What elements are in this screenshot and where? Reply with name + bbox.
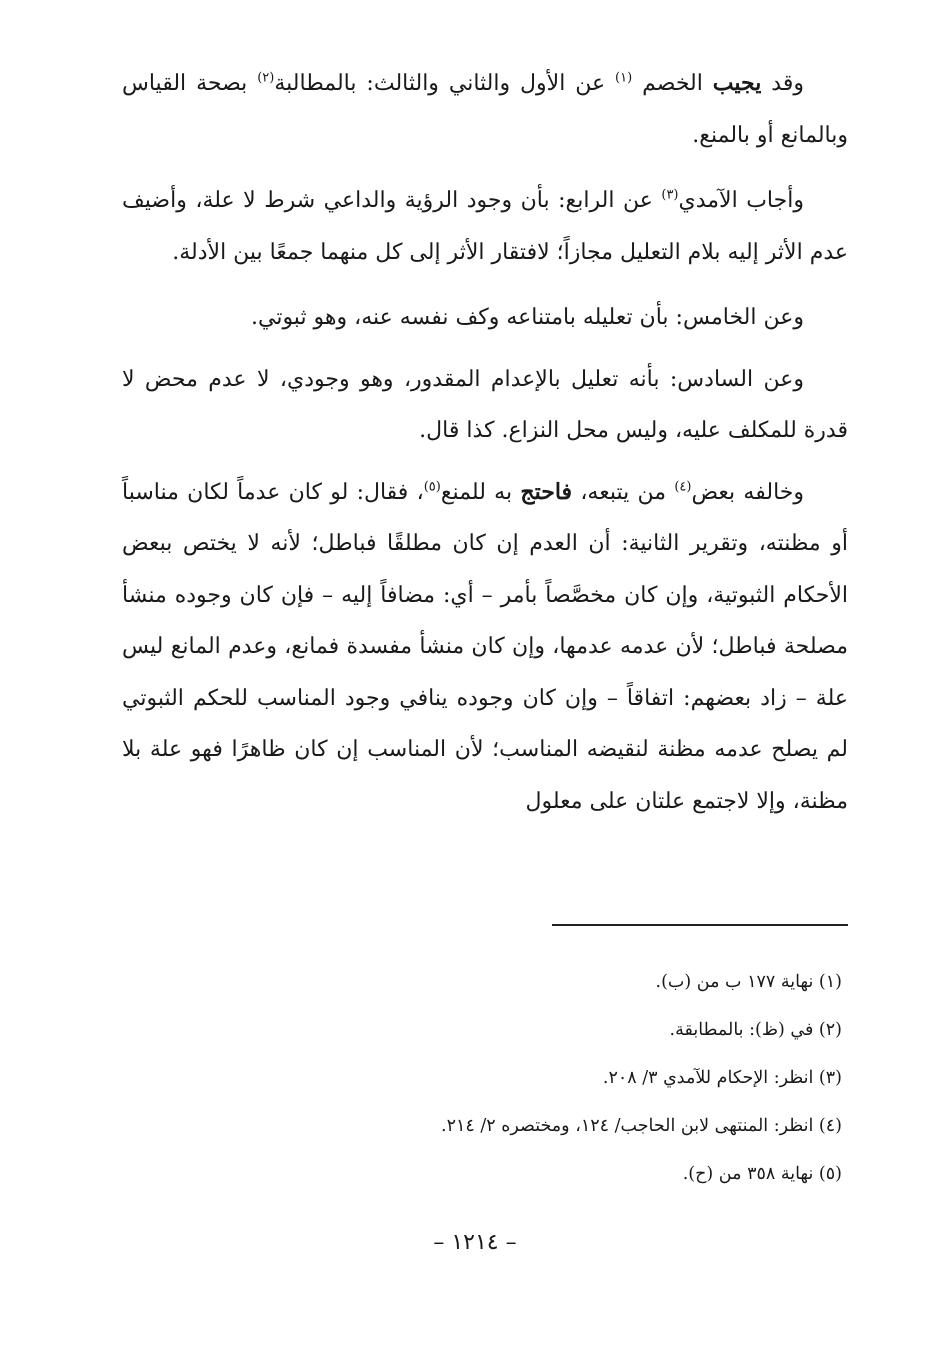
page-number: – ١٢١٤ –	[433, 1230, 517, 1255]
footnote: (٤) انظر: المنتهى لابن الحاجب/ ١٢٤، ومختصره ٢/ ٢١٤.	[441, 1116, 842, 1136]
text-run: من يتبعه،	[572, 479, 675, 505]
footnote-ref: (٤)	[674, 479, 692, 495]
bold-term: فاحتج	[520, 478, 573, 505]
text-run: وقد	[761, 71, 804, 96]
footnote-ref: (٣)	[661, 187, 679, 203]
footnote-ref: (٥)	[423, 479, 441, 495]
text-run: بصحة القياس وبالمانع أو بالمنع.	[122, 71, 848, 148]
footnote-separator	[552, 924, 848, 926]
paragraph	[122, 175, 848, 278]
footnote-ref: (١)	[615, 70, 633, 86]
text-run: وعن الخامس: بأن تعليله بامتناعه وكف نفسه عنه، وهو ثبوتي.	[250, 305, 804, 330]
footnote: (١) نهاية ١٧٧ ب من (ب).	[655, 972, 842, 992]
text-run: الخصم	[632, 71, 713, 96]
footnotes	[122, 958, 848, 1198]
paragraph	[122, 292, 848, 344]
footnote-ref: (٢)	[257, 70, 275, 86]
text-run: عن الأول والثاني والثالث: بالمطالبة	[274, 71, 616, 96]
text-run: عن الرابع: بأن وجود الرؤية والداعي شرط لا علة، وأضيف عدم الأثر إليه بلام التعليل مجازاً؛ لافتقار الأثر إلى كل منهما جمعًا بين الأدلة.	[122, 188, 848, 265]
text-run: وخالفه بعض	[691, 479, 804, 505]
main-text	[122, 58, 848, 827]
paragraph	[122, 58, 848, 161]
footnote: (٥) نهاية ٣٥٨ من (ح).	[682, 1164, 842, 1184]
footnote: (٢) في (ظ): بالمطابقة.	[669, 1020, 842, 1040]
paragraph	[122, 467, 848, 828]
bold-term: يجيب	[712, 70, 762, 96]
text-run: وعن السادس: بأنه تعليل بالإعدام المقدور، وهو وجودي، لا عدم محض لا قدرة للمكلف عليه، وليس محل النزاع. كذا قال.	[122, 366, 848, 443]
text-run: وأجاب الآمدي	[678, 188, 804, 213]
footnote: (٣) انظر: الإحكام للآمدي ٣/ ٢٠٨.	[602, 1068, 842, 1088]
paragraph	[122, 354, 848, 457]
text-run: ، فقال: لو كان عدماً لكان مناسباً أو مظنته، وتقرير الثانية: أن العدم إن كان مطلقًا فباطل؛ لأنه لا يختص ببعض الأحكام الثبوتية، وإن كان مخصَّصاً بأمر – أي: مضافاً إليه – فإن كان وجوده منشأ مصلحة فباطل؛ لأن عدمه عدمها، وإن كان منشأ مفسدة فمانع، وعدم المانع ليس علة – زاد بعضهم: اتفاقاً – وإن كان وجوده ينافي وجود المناسب للحكم الثبوتي لم يصلح عدمه مظنة لنقيضه المناسب؛ لأن المناسب إن كان ظاهرًا فهو علة بلا مظنة، وإلا لاجتمع علتان على معلول	[122, 479, 848, 814]
text-run: به للمنع	[440, 479, 521, 505]
